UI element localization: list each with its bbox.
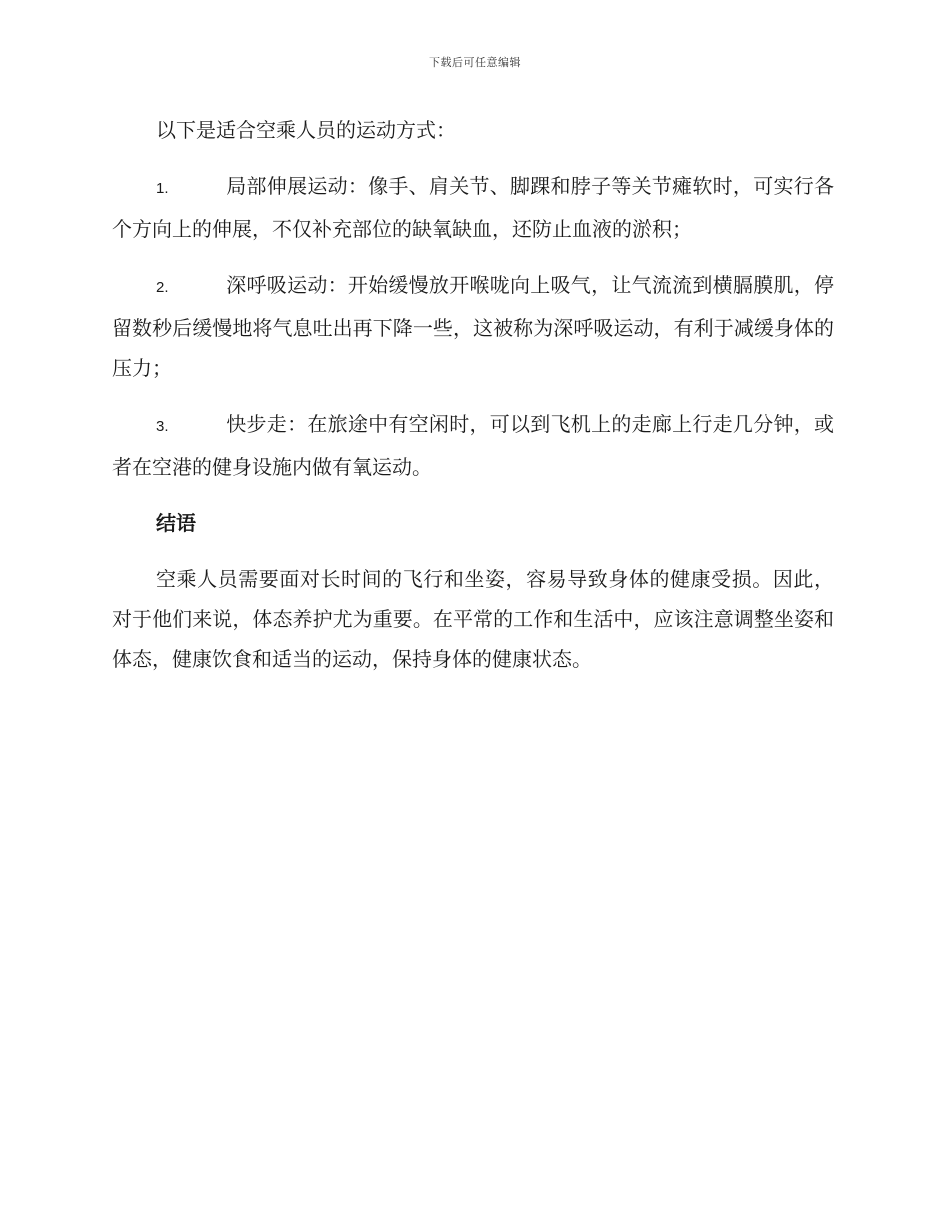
list-item-text: 局部伸展运动：像手、肩关节、脚踝和脖子等关节瘫软时，可实行各个方向上的伸展，不仅补充部位的缺氧缺血，还防止血液的淤积； <box>112 174 834 241</box>
list-item-text: 快步走：在旅途中有空闲时，可以到飞机上的走廊上行走几分钟，或者在空港的健身设施内做有氧运动。 <box>112 412 834 479</box>
list-item <box>112 265 834 388</box>
list-item-number: 3. <box>156 418 169 435</box>
conclusion-heading: 结语 <box>156 511 196 535</box>
list-item-text: 深呼吸运动：开始缓慢放开喉咙向上吸气，让气流流到横膈膜肌，停留数秒后缓慢地将气息吐出再下降一些，这被称为深呼吸运动，有利于减缓身体的压力； <box>112 273 834 380</box>
conclusion-paragraph: 空乘人员需要面对长时间的飞行和坐姿，容易导致身体的健康受损。因此，对于他们来说，体态养护尤为重要。在平常的工作和生活中，应该注意调整坐姿和体态，健康饮食和适当的运动，保持身体的健康状态。 <box>112 567 834 671</box>
document-body <box>112 110 834 679</box>
list-item <box>112 404 834 487</box>
list-item-number: 2. <box>156 279 169 296</box>
list-item-number: 1. <box>156 180 169 197</box>
page-header: 下载后可任意编辑 <box>429 56 521 69</box>
intro-paragraph: 以下是适合空乘人员的运动方式： <box>156 118 456 142</box>
list-item <box>112 166 834 249</box>
